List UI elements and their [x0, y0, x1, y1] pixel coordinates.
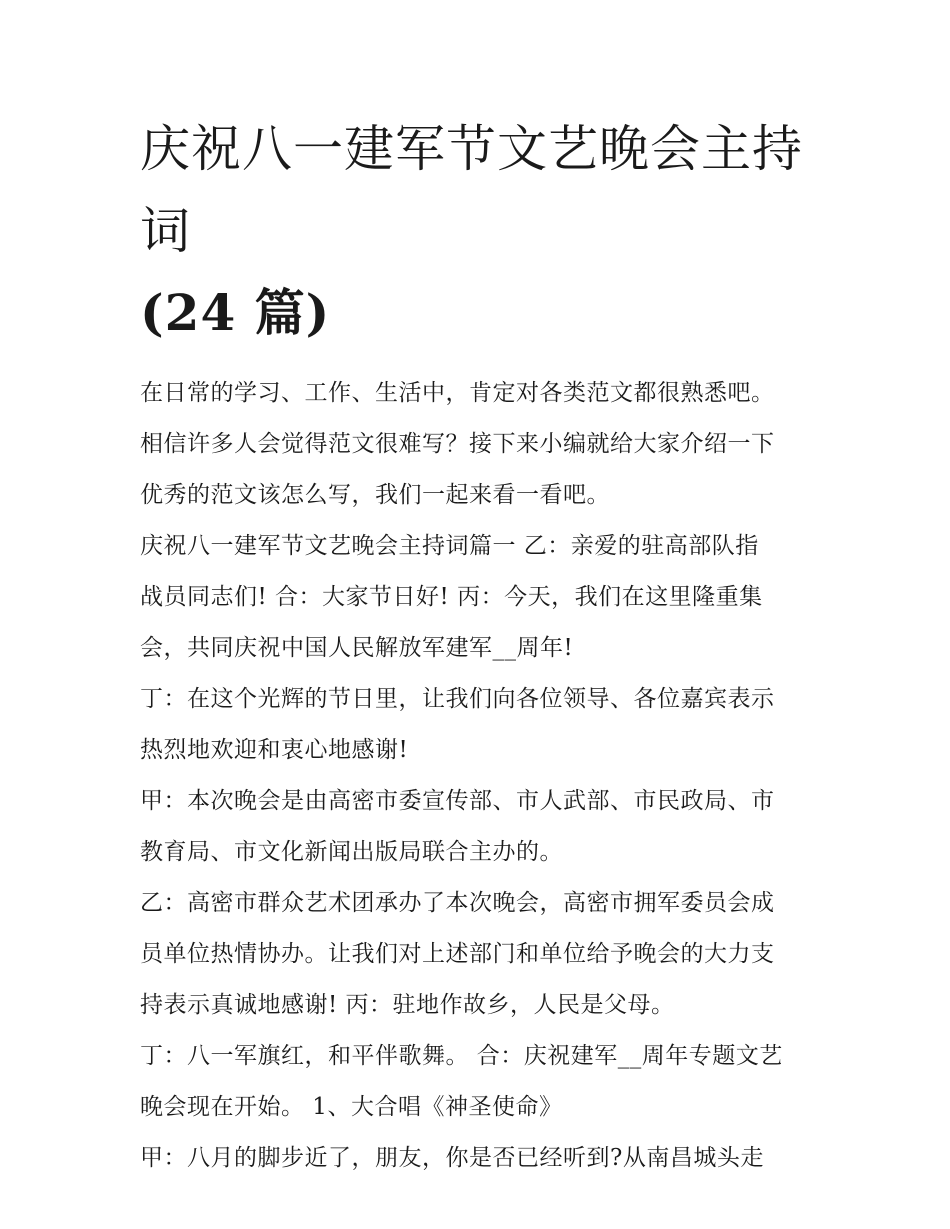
paragraph-continued: 甲：八月的脚步近了，朋友，你是否已经听到?从南昌城头走 — [140, 1145, 764, 1171]
paragraph-opening: 庆祝八一建军节文艺晚会主持词篇一 乙：亲爱的驻高部队指 战员同志们! 合：大家节日好! 丙：今天，我们在这里隆重集 会，共同庆祝中国人民解放军建军__周年! — [140, 533, 763, 661]
document-title-text: 庆祝八一建军节文艺晚会主持词 — [140, 120, 803, 260]
document-page — [140, 108, 812, 1184]
paragraph-welcome: 丁：在这个光辉的节日里，让我们向各位领导、各位嘉宾表示 热烈地欢迎和衷心地感谢! — [140, 686, 775, 763]
paragraph-thanks: 乙：高密市群众艺术团承办了本次晚会，高密市拥军委员会成 员单位热情协办。让我们对上述部门和单位给予晚会的大力支 持表示真诚地感谢! 丙：驻地作故乡，人民是父母。 — [140, 890, 775, 1018]
document-title-count: (24 篇) — [140, 283, 331, 342]
paragraph-organizers: 甲：本次晚会是由高密市委宣传部、市人武部、市民政局、市 教育局、市文化新闻出版局联合主办的。 — [140, 788, 775, 865]
document-title — [140, 108, 812, 354]
paragraph-intro: 在日常的学习、工作、生活中，肯定对各类范文都很熟悉吧。 相信许多人会觉得范文很难写？接下来小编就给大家介绍一下 优秀的范文该怎么写，我们一起来看一看吧。 — [140, 380, 775, 508]
paragraph-start: 丁：八一军旗红，和平伴歌舞。 合：庆祝建军__周年专题文艺 晚会现在开始。 1、大合唱《神圣使命》 — [140, 1043, 783, 1120]
